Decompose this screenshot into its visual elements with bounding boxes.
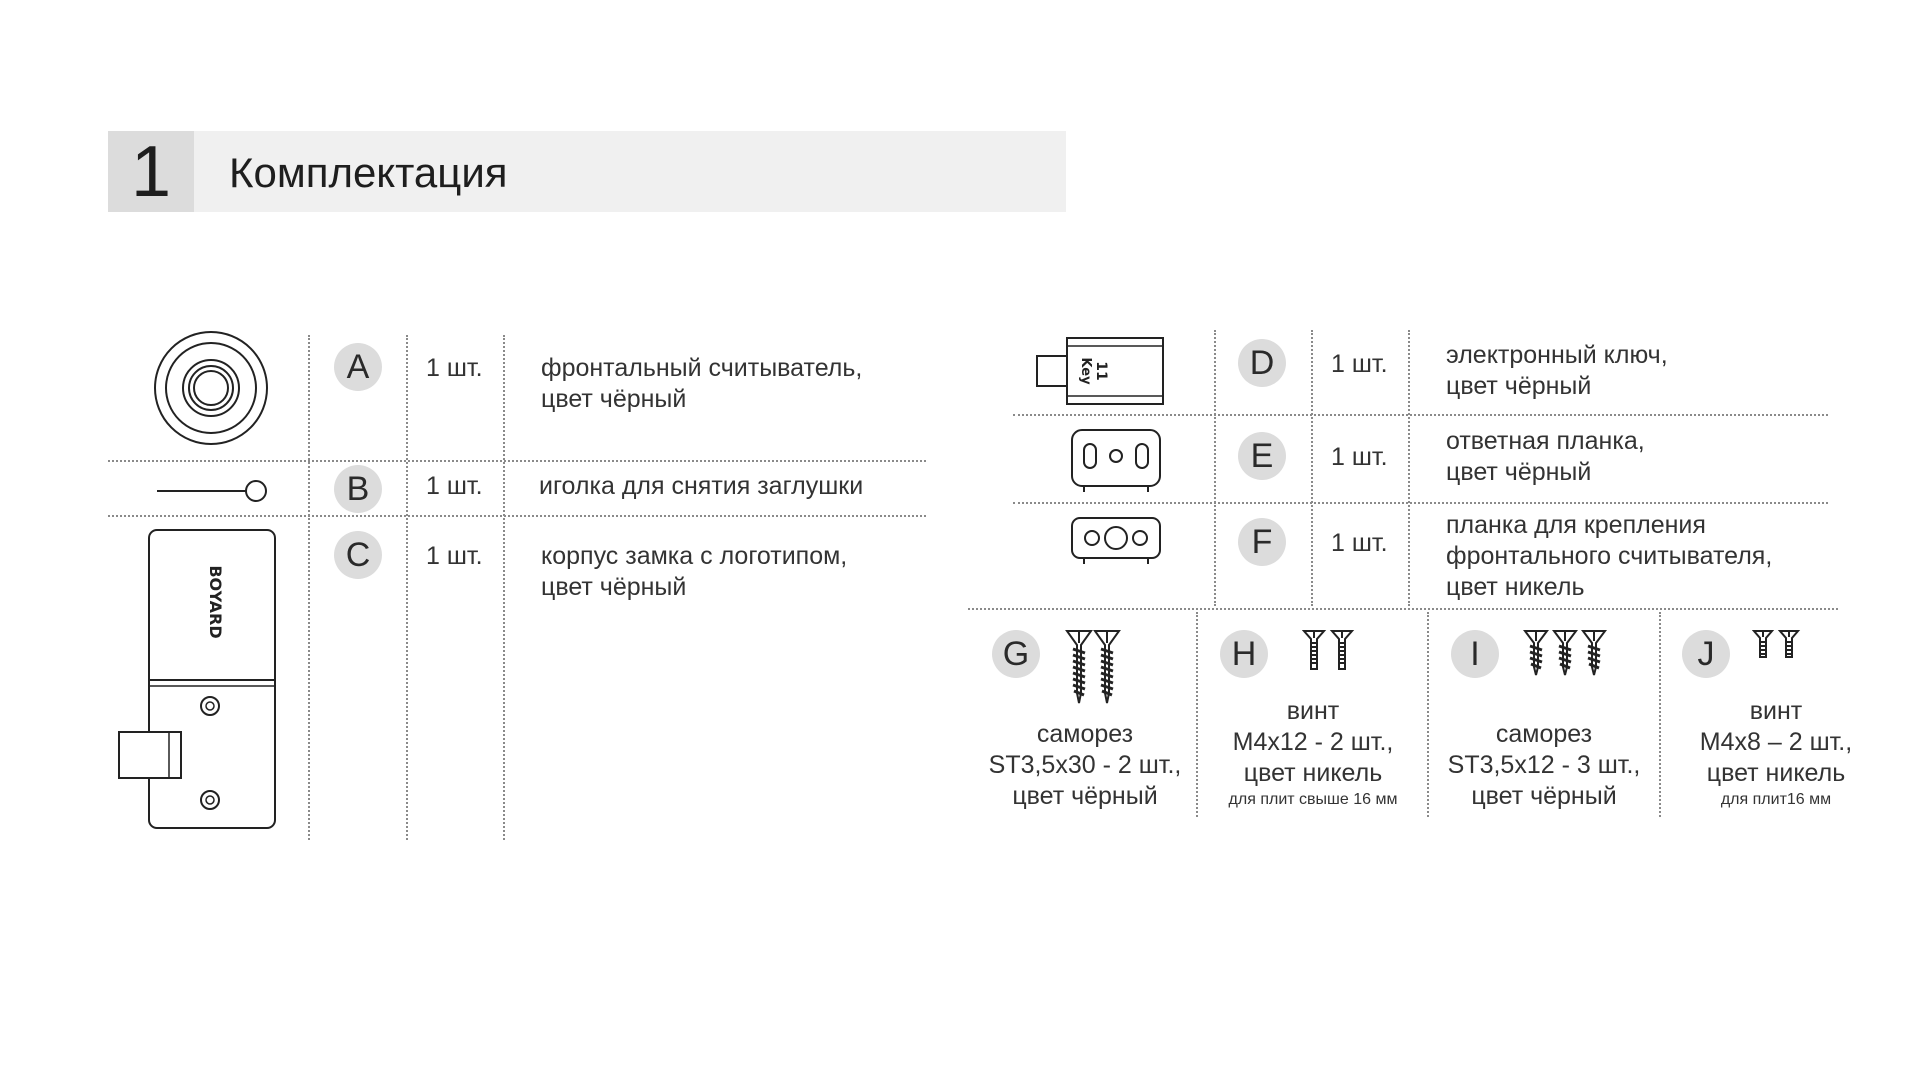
screw-column-divider [1659,612,1661,817]
round-reader-icon [153,330,269,446]
right-table-divider [1311,330,1313,606]
item-badge-h: H [1220,630,1268,678]
item-description-line: цвет чёрный [541,573,687,601]
item-description-line: цвет никель [1446,573,1585,601]
item-badge-g: G [992,630,1040,678]
machine-screw-icon [1302,630,1356,672]
screw-caption [1437,719,1651,812]
item-description [1446,340,1668,402]
small-screw-icon [1752,630,1802,660]
screw-column-divider [1427,612,1429,817]
item-description-line: корпус замка с логотипом, [541,542,848,570]
item-description-line: цвет чёрный [541,385,687,413]
item-description-line: ответная планка, [1446,427,1645,455]
item-qty: 1 шт. [426,472,483,500]
item-qty: 1 шт. [1331,350,1388,378]
left-table-divider [406,335,408,840]
screw-caption-line: винт [1749,697,1803,725]
electronic-key-icon [1035,336,1167,408]
right-table-divider [1214,330,1216,606]
screw-caption-line: M4x8 – 2 шт., [1699,728,1853,756]
screw-caption [1206,696,1420,811]
left-table-row-divider [108,515,926,517]
item-qty: 1 шт. [426,354,483,382]
screw-caption-line: ST3,5x30 - 2 шт., [988,751,1182,779]
section-number: 1 [108,131,194,212]
right-table-divider [1408,330,1410,606]
screw-caption-line: цвет никель [1243,759,1383,787]
item-description-line: фронтальный считыватель, [541,354,863,382]
long-screw-icon [1065,630,1121,706]
item-badge-j: J [1682,630,1730,678]
item-qty: 1 шт. [1331,529,1388,557]
item-badge-c: C [334,531,382,579]
screw-caption-line: винт [1286,697,1340,725]
key-label: Key [1078,357,1093,385]
item-badge-i: I [1451,630,1499,678]
strike-plate-icon [1070,428,1164,494]
right-table-row-divider [968,608,1838,610]
section-title: Комплектация [229,149,508,196]
pin-needle-icon [157,478,269,504]
screw-caption-line: саморез [1036,720,1134,748]
item-description [1446,510,1772,603]
mounting-plate-icon [1070,516,1164,568]
screw-column-divider [1196,612,1198,817]
left-table-row-divider [108,460,926,462]
screw-caption-note: для плит16 мм [1720,791,1832,808]
item-badge-d: D [1238,339,1286,387]
right-table-row-divider [1013,414,1828,416]
short-screw-icon [1523,630,1607,678]
left-table-divider [503,335,505,840]
item-qty: 1 шт. [426,542,483,570]
left-table-divider [308,335,310,840]
item-badge-f: F [1238,518,1286,566]
screw-caption-line: M4x12 - 2 шт., [1232,728,1394,756]
item-badge-a: A [334,343,382,391]
item-qty: 1 шт. [1331,443,1388,471]
item-description-line: цвет чёрный [1446,458,1592,486]
item-description-line: фронтального считывателя, [1446,542,1773,570]
item-badge-e: E [1238,432,1286,480]
screw-caption-line: цвет чёрный [1012,782,1158,810]
item-description-line: электронный ключ, [1446,341,1668,369]
item-description-line: цвет чёрный [1446,372,1592,400]
screw-caption-line: цвет никель [1706,759,1846,787]
item-description-line: планка для крепления [1446,511,1706,539]
item-description [541,541,847,603]
screw-caption-line: ST3,5x12 - 3 шт., [1447,751,1641,779]
screw-caption [1669,696,1883,811]
item-badge-b: B [334,465,382,513]
lock-logo: BOYARD [206,565,225,639]
screw-caption-line: цвет чёрный [1471,782,1617,810]
lock-body-icon [117,528,277,832]
item-description [541,353,862,415]
screw-caption-line: саморез [1495,720,1593,748]
screw-caption [986,719,1184,812]
key-number: 11 [1093,361,1109,381]
item-description: иголка для снятия заглушки [539,472,864,500]
item-description [1446,426,1645,488]
screw-caption-note: для плит свыше 16 мм [1228,791,1398,808]
right-table-row-divider [1013,502,1828,504]
